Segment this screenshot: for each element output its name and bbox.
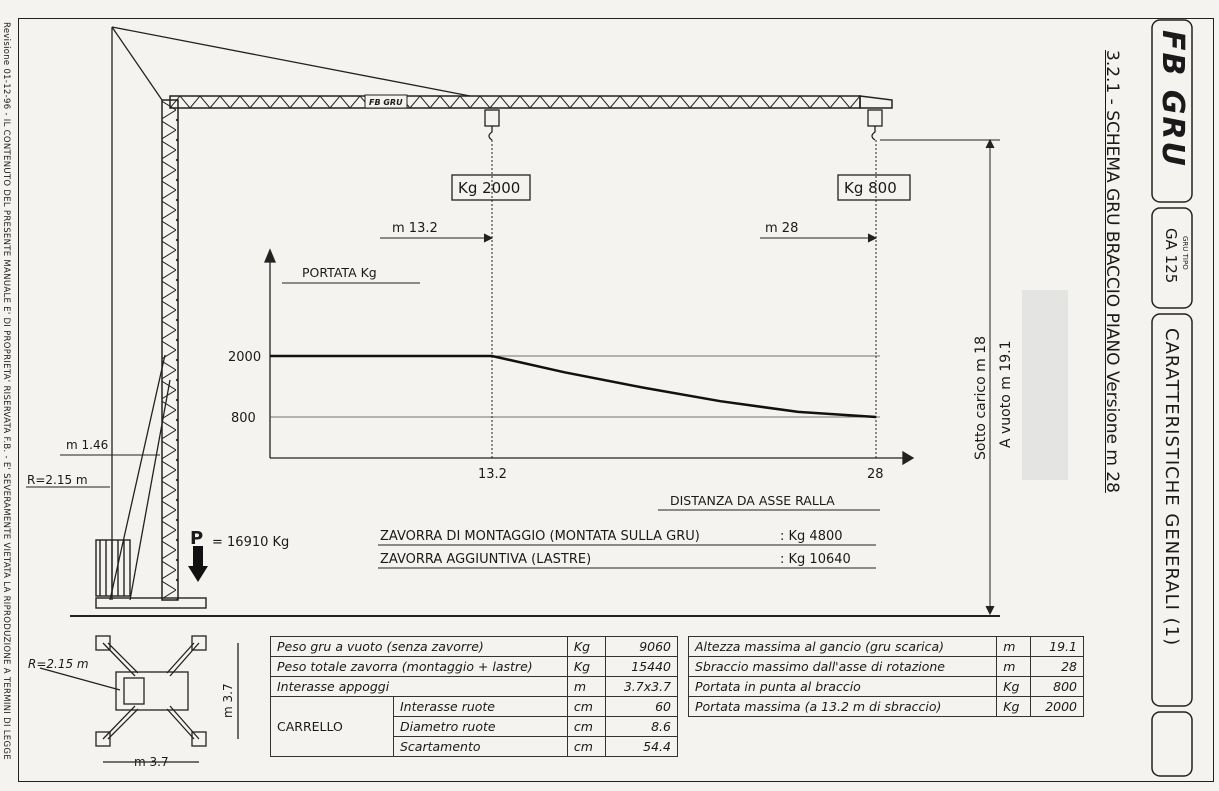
row-value: 28 <box>1031 657 1084 677</box>
base-radius: R=2.15 m <box>28 657 89 671</box>
x-axis-label: DISTANZA DA ASSE RALLA <box>670 493 835 508</box>
sheet-heading: 3.2.1 - SCHEMA GRU BRACCIO PIANO Versione m 28 <box>1102 50 1122 493</box>
row-unit: cm <box>567 717 605 737</box>
side-note: Revisione 01-12-96 - IL CONTENUTO DEL PRESENTE MANUALE E' DI PROPRIETA' RISERVATA F.B. - E' SEVERAMENTE VIETATA LA RIPRODUZIONE A TERMINI DI LEGGE <box>1 22 11 760</box>
brand-logo: FB GRU <box>1155 30 1190 168</box>
row-label: Portata massima (a 13.2 m di sbraccio) <box>689 697 997 717</box>
ballast-extra-value: : Kg 10640 <box>780 552 851 567</box>
row-value: 800 <box>1031 677 1084 697</box>
table-row <box>689 677 1084 697</box>
p-value: = 16910 Kg <box>212 535 290 550</box>
height-loaded: Sotto carico m 18 <box>973 336 989 460</box>
spec-table-left <box>270 636 678 757</box>
row-value: 60 <box>606 697 678 717</box>
crane-type-label: GRU TIPO <box>1181 236 1189 270</box>
crane-type: GA 125 <box>1162 228 1180 284</box>
y-tick-800: 800 <box>231 411 256 426</box>
row-value: 3.7x3.7 <box>606 677 678 697</box>
mast-offset: m 1.46 <box>66 438 109 452</box>
row-unit: m <box>997 657 1031 677</box>
row-label: Peso totale zavorra (montaggio + lastre) <box>271 657 568 677</box>
crane-radius: R=2.15 m <box>27 473 88 487</box>
dist-inner: m 13.2 <box>392 221 438 236</box>
row-value: 19.1 <box>1031 637 1084 657</box>
row-unit: m <box>997 637 1031 657</box>
base-side-v: m 3.7 <box>221 683 235 718</box>
row-unit: Kg <box>567 657 605 677</box>
table-row <box>689 657 1084 677</box>
base-plan-view <box>40 636 238 762</box>
row-unit: cm <box>567 697 605 717</box>
row-label: Altezza massima al gancio (gru scarica) <box>689 637 997 657</box>
row-label: Interasse ruote <box>394 697 568 717</box>
row-unit: Kg <box>997 677 1031 697</box>
hook-inner <box>485 110 499 140</box>
row-label: Sbraccio massimo dall'asse di rotazione <box>689 657 997 677</box>
row-value: 8.6 <box>606 717 678 737</box>
crane-base <box>96 540 206 608</box>
crane-mast <box>162 100 178 600</box>
row-label: Peso gru a vuoto (senza zavorre) <box>271 637 568 657</box>
row-value: 2000 <box>1031 697 1084 717</box>
crane-jib <box>170 95 892 108</box>
scan-shadow <box>1022 290 1068 480</box>
load-tip: Kg 800 <box>844 179 897 197</box>
chart-title: PORTATA Kg <box>302 265 377 280</box>
x-tick-28: 28 <box>867 467 884 482</box>
table-row <box>271 697 678 717</box>
x-tick-13-2: 13.2 <box>478 467 507 482</box>
spec-table-right <box>688 636 1084 717</box>
load-arrow-icon <box>188 546 208 582</box>
row-unit: m <box>567 677 605 697</box>
row-unit: Kg <box>567 637 605 657</box>
p-label: P <box>190 528 204 549</box>
dist-tip: m 28 <box>765 221 799 236</box>
load-curve <box>270 356 876 417</box>
table-row <box>271 677 678 697</box>
row-unit: cm <box>567 737 605 757</box>
row-label: Interasse appoggi <box>271 677 568 697</box>
base-side-h: m 3.7 <box>134 755 169 769</box>
hook-tip <box>868 110 882 140</box>
ballast-extra-label: ZAVORRA AGGIUNTIVA (LASTRE) <box>380 552 592 567</box>
row-label: Diametro ruote <box>394 717 568 737</box>
load-inner: Kg 2000 <box>458 179 521 197</box>
row-value: 15440 <box>606 657 678 677</box>
row-value: 9060 <box>606 637 678 657</box>
table-row <box>271 657 678 677</box>
row-label: Portata in punta al braccio <box>689 677 997 697</box>
row-value: 54.4 <box>606 737 678 757</box>
table-row <box>271 637 678 657</box>
section-title: CARATTERISTICHE GENERALI (1) <box>1161 328 1182 647</box>
table-row <box>689 697 1084 717</box>
carrello-label: CARRELLO <box>271 697 394 757</box>
row-label: Scartamento <box>394 737 568 757</box>
row-unit: Kg <box>997 697 1031 717</box>
ballast-mounting-value: : Kg 4800 <box>780 529 843 544</box>
height-empty: A vuoto m 19.1 <box>998 340 1014 448</box>
table-row <box>689 637 1084 657</box>
jib-logo: FB GRU <box>369 98 403 107</box>
ballast-mounting-label: ZAVORRA DI MONTAGGIO (MONTATA SULLA GRU) <box>380 529 700 544</box>
y-tick-2000: 2000 <box>228 350 262 365</box>
